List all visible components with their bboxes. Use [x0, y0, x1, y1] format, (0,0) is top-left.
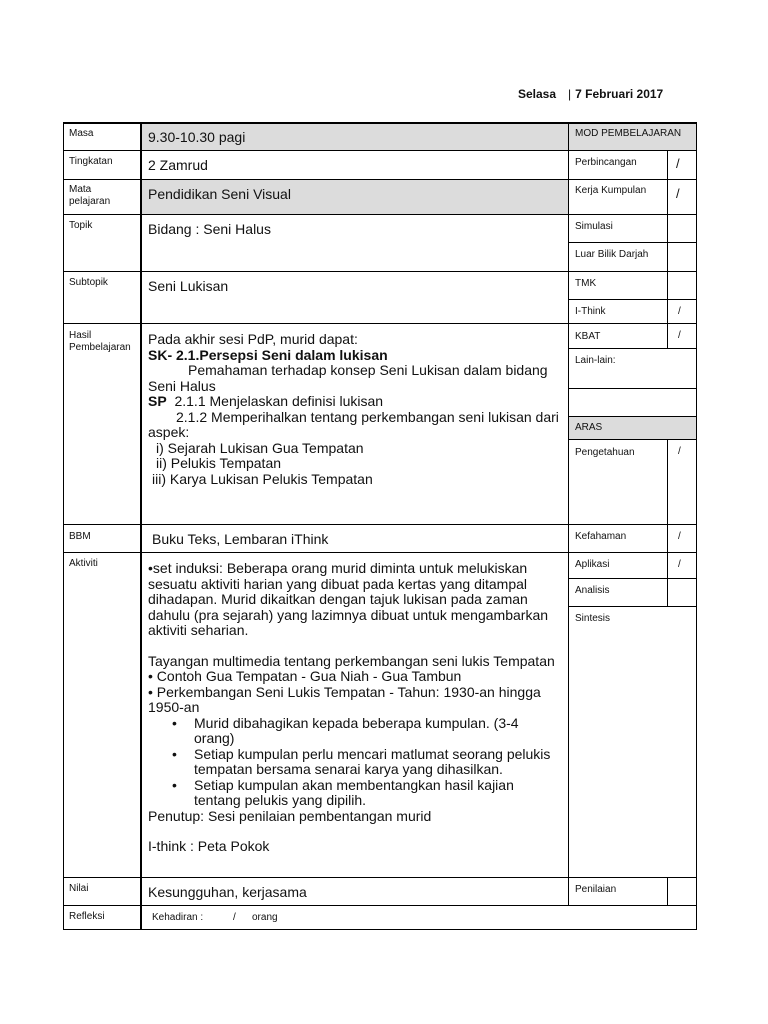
- mark-column-divider: [667, 439, 668, 606]
- aspect-item: i) Sejarah Lukisan Gua Tempatan: [156, 439, 364, 456]
- tayangan-line: Tayangan multimedia tentang perkembangan seni lukis Tempatan: [148, 652, 555, 669]
- bullet-text: • Setiap kumpulan perlu mencari matlumat seorang pelukis: [194, 745, 551, 762]
- label-column-divider: [140, 122, 142, 930]
- subtopik-value: Seni Lukisan: [148, 278, 229, 294]
- aktiviti-content: [148, 561, 566, 855]
- header-date: 7 Februari 2017: [575, 87, 664, 101]
- ithink-check-mark: /: [678, 306, 681, 317]
- sp-line-1: [148, 394, 566, 410]
- induksi-line: dahulu (pra sejarah) yang lazimnya dibuat untuk mengambarkan: [148, 606, 549, 623]
- sp-item-2-cont: aspek:: [148, 424, 190, 440]
- topik-label: Topik: [69, 220, 93, 231]
- row-line: [63, 323, 568, 324]
- sk-description-cont: Seni Halus: [148, 377, 216, 394]
- right-row-line: [568, 606, 696, 607]
- penutup-line: Penutup: Sesi penilaian pembentangan murid: [148, 807, 432, 824]
- header-day: Selasa: [518, 87, 557, 101]
- tingkatan-label: Tingkatan: [69, 156, 113, 167]
- row-line: [63, 877, 696, 878]
- row-line: [63, 552, 568, 553]
- right-row-line: [568, 439, 696, 440]
- aspect-item: ii) Pelukis Tempatan: [156, 455, 282, 471]
- kehadiran-slash: /: [233, 912, 236, 923]
- activity-bullet: [148, 778, 566, 809]
- right-row-line: [568, 348, 696, 349]
- document-header: [518, 87, 663, 101]
- perbincangan-label: Perbincangan: [575, 157, 637, 168]
- sp-item-2: 2.1.2 Memperihalkan tentang perkembangan seni lukisan dari: [176, 408, 559, 425]
- row-line: [63, 905, 696, 906]
- mod-pembelajaran-title: MOD PEMBELAJARAN: [575, 128, 682, 139]
- activity-bullet: [148, 716, 566, 747]
- right-row-line: [568, 578, 696, 579]
- aplikasi-check-mark: /: [678, 559, 681, 570]
- right-row-line: [568, 552, 696, 553]
- sp-prefix: SP: [148, 393, 167, 409]
- sk-description: Pemahaman terhadap konsep Seni Lukisan dalam bidang: [188, 362, 548, 378]
- right-row-line: [568, 150, 696, 151]
- table-border-top: [63, 122, 697, 124]
- right-column-divider: [568, 122, 569, 905]
- mata-pelajaran-value: Pendidikan Seni Visual: [148, 186, 291, 202]
- mata-pelajaran-label-line: pelajaran: [69, 196, 111, 207]
- hasil-label-line: Hasil: [69, 330, 92, 341]
- contoh-line: • Contoh Gua Tempatan - Gua Niah - Gua Tambun: [148, 668, 462, 684]
- hasil-intro: Pada akhir sesi PdP, murid dapat:: [148, 331, 358, 347]
- kehadiran-orang: orang: [252, 912, 278, 923]
- mark-column-divider: [667, 150, 668, 349]
- aras-title: ARAS: [575, 422, 603, 433]
- masa-label: Masa: [69, 128, 94, 139]
- nilai-label: Nilai: [69, 883, 89, 894]
- right-row-line: [568, 323, 696, 324]
- aplikasi-label: Aplikasi: [575, 559, 610, 570]
- refleksi-label: Refleksi: [69, 911, 105, 922]
- induksi-line: sesuatu aktiviti harian yang dibuat pada kertas yang ditampal: [148, 575, 528, 592]
- simulasi-label: Simulasi: [575, 221, 613, 232]
- right-row-line: [568, 524, 696, 525]
- kefahaman-label: Kefahaman: [575, 531, 627, 542]
- ithink-label: I-Think: [575, 306, 606, 317]
- kehadiran-label: Kehadiran :: [152, 912, 204, 923]
- subtopik-label: Subtopik: [69, 277, 108, 288]
- induksi-line: •set induksi: Beberapa orang murid diminta untuk melukiskan: [148, 560, 528, 576]
- mata-pelajaran-label-line: Mata: [69, 184, 92, 195]
- header-separator: |: [568, 87, 572, 101]
- hasil-label-line: Pembelajaran: [69, 342, 131, 353]
- activity-bullet: [148, 747, 566, 778]
- nilai-value: Kesungguhan, kerjasama: [148, 884, 307, 900]
- perkembangan-line: • Perkembangan Seni Lukis Tempatan - Tahun: 1930-an hingga: [148, 683, 541, 700]
- perbincangan-check-mark: /: [676, 156, 680, 171]
- right-row-line: [568, 388, 696, 389]
- bbm-value: Buku Teks, Lembaran iThink: [152, 531, 329, 547]
- right-row-line: [568, 242, 696, 243]
- right-row-line: [568, 214, 696, 215]
- bullet-text: • Setiap kumpulan akan membentangkan hasil kajian: [194, 776, 514, 793]
- kbat-label: KBAT: [575, 331, 601, 342]
- sp-item-1: 2.1.1 Menjelaskan definisi lukisan: [174, 393, 384, 409]
- bullet-text-cont: tentang pelukis yang dipilih.: [194, 792, 367, 808]
- luar-bilik-darjah-label: Luar Bilik Darjah: [575, 249, 649, 260]
- kbat-check-mark: /: [678, 330, 681, 341]
- aktiviti-label: Aktiviti: [69, 558, 98, 569]
- bullet-text: • Murid dibahagikan kepada beberapa kumpulan. (3-4: [194, 714, 519, 731]
- perkembangan-line-cont: 1950-an: [148, 699, 200, 715]
- penilaian-label: Penilaian: [575, 884, 617, 895]
- sk-line: SK- 2.1.Persepsi Seni dalam lukisan: [148, 346, 388, 363]
- pengetahuan-label: Pengetahuan: [575, 447, 635, 458]
- row-line: [63, 179, 568, 180]
- mata-pelajaran-label: [69, 184, 110, 208]
- kerja-kumpulan-label: Kerja Kumpulan: [575, 185, 647, 196]
- tingkatan-value: 2 Zamrud: [148, 157, 208, 173]
- right-row-line: [568, 271, 696, 272]
- table-border-right: [696, 122, 697, 930]
- masa-value: 9.30-10.30 pagi: [148, 129, 246, 145]
- lain-lain-label: Lain-lain:: [575, 355, 616, 366]
- hasil-pembelajaran-label: [69, 330, 131, 354]
- right-row-line: [568, 179, 696, 180]
- row-line: [63, 150, 568, 151]
- kerja-kumpulan-check-mark: /: [676, 186, 680, 201]
- tmk-label: TMK: [575, 278, 597, 289]
- right-row-line: [568, 299, 696, 300]
- analisis-label: Analisis: [575, 585, 610, 596]
- bbm-label: BBM: [69, 531, 91, 542]
- mark-column-divider: [667, 877, 668, 905]
- right-row-line: [568, 416, 696, 417]
- row-line: [63, 524, 568, 525]
- pengetahuan-check-mark: /: [678, 446, 681, 457]
- row-line: [63, 271, 568, 272]
- hasil-pembelajaran-content: [148, 332, 566, 487]
- aspect-item: iii) Karya Lukisan Pelukis Tempatan: [152, 470, 373, 487]
- induksi-line: dihadapan. Murid dikaitkan dengan tajuk lukisan pada zaman: [148, 591, 528, 607]
- bullet-text-cont: tempatan bersama senarai karya yang dihasilkan.: [194, 761, 503, 777]
- ithink-line: I-think : Peta Pokok: [148, 838, 270, 854]
- table-border-bottom: [63, 929, 697, 930]
- induksi-line: aktiviti seharian.: [148, 622, 249, 638]
- kefahaman-check-mark: /: [678, 531, 681, 542]
- bullet-text-cont: orang): [194, 730, 235, 746]
- table-border-left: [63, 122, 64, 930]
- topik-value: Bidang : Seni Halus: [148, 221, 271, 237]
- sintesis-label: Sintesis: [575, 613, 611, 624]
- row-line: [63, 214, 568, 215]
